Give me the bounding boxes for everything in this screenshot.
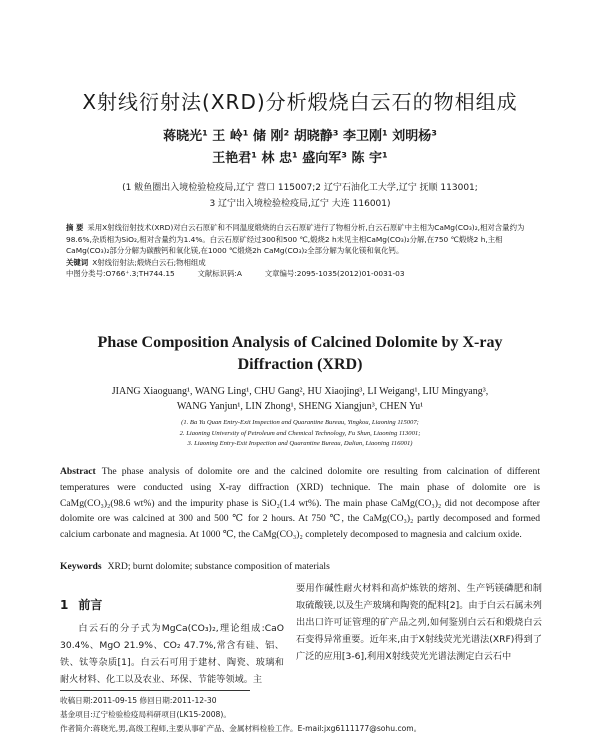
paper-title-cn: X射线衍射法(XRD)分析煅烧白云石的物相组成 [82, 90, 518, 114]
footnote-divider [60, 690, 250, 691]
footnote-fund: 基金项目:辽宁检验检疫局科研项目(LK15-2008)。 [60, 710, 231, 719]
abstract-en [60, 464, 540, 543]
abstract-en-label: Abstract [60, 466, 96, 477]
authors-en-line: WANG Yanjun¹, LIN Zhong¹, SHENG Xiangjun³, CHEN Yu¹ [176, 401, 424, 412]
section-number: 1 [60, 598, 69, 612]
body-paragraph: 要用作碱性耐火材料和高炉炼铁的熔剂、生产钙镁磷肥和制取硫酸镁,以及生产玻璃和陶瓷的配料[2]。由于白云石属未列出出口许可证管理的矿产品之列,如何鉴别白云石和煅烧白云石变得异常重要。近年来,由于X射线荧光光谱法(XRF)得到了广泛的应用[3-6],利用X射线荧光光谱法测定白云石中 [296, 583, 542, 662]
authors-cn-line: 蒋晓光¹ 王 岭¹ 储 刚² 胡晓静³ 李卫刚¹ 刘明杨³ [163, 129, 437, 144]
title-en-line: Diffraction (XRD) [237, 356, 363, 373]
authors-cn-line: 王艳君¹ 林 忠¹ 盛向军³ 陈 宇¹ [212, 151, 388, 166]
affiliation-cn-line: (1 鲅鱼圈出入境检验检疫局,辽宁 营口 115007;2 辽宁石油化工大学,辽宁 抚顺 113001; [122, 183, 478, 193]
body-column-left [60, 596, 284, 688]
keywords-en [60, 560, 540, 574]
footnote-received: 收稿日期:2011-09-15 修回日期:2011-12-30 [60, 696, 217, 705]
affiliation-cn-line: 3 辽宁出入境检验检疫局,辽宁 大连 116001) [209, 199, 391, 209]
footnotes [60, 694, 542, 736]
clc-number: 中图分类号:O766⁺.3;TH744.15 [66, 269, 175, 279]
section-heading [60, 596, 284, 614]
abstract-cn [66, 222, 534, 280]
affiliation-en-line: (1. Ba Yu Quan Entry-Exit Inspection and Quarantine Bureau, Yingkou, Liaoning 115007; [181, 419, 419, 426]
authors-cn [60, 126, 540, 170]
title-en-line: Phase Composition Analysis of Calcined Dolomite by X-ray [97, 334, 503, 351]
paper-title-en [60, 332, 540, 376]
authors-en-line: JIANG Xiaoguang¹, WANG Ling¹, CHU Gang², HU Xiaojing³, LI Weigang¹, LIU Mingyang³, [111, 386, 489, 397]
body-column-right [296, 580, 542, 665]
abstract-cn-text: 采用X射线衍射技术(XRD)对白云石原矿和不同温度煅烧的白云石原矿进行了物相分析,白云石原矿中主相为CaMg(CO₃)₂,相对含量约为98.6%,杂质相为SiO₂,相对含量约为1.4%。白云石原矿经过300和500 ℃,煅烧2 h未见主相CaMg(CO₃)₂分解,在750 ℃煅烧2 h,主相CaMg(CO₃)₂部分分解为碳酸钙和氧化镁,在1000 ℃煅烧2h CaMg(CO₃)₂全部分解为氧化镁和氧化钙。 [66, 223, 525, 256]
abstract-en-text: The phase analysis of dolomite ore and the calcined dolomite ore resulting from calcination of different temperatures were conducted using X-ray diffraction (XRD) technique. The main phase of dolomite ore is CaMg(CO₃)₂(98.6 wt%) and the impurity phase is SiO₂(1.4 wt%). The main phase CaMg(CO₃)₂ did not decompose after dolomite ore was calcined at 300 and 500 ℃ for 2 hours. At 750 ℃, the CaMg(CO₃)₂ partly decomposed and formed calcium carbonate and magnesia. At 1000 ℃, the CaMg(CO₃)₂ completely decomposed to magnesia and calcium oxide. [60, 466, 540, 541]
classification-line [66, 268, 534, 280]
keywords-cn [66, 257, 534, 269]
body-paragraph: 白云石的分子式为MgCa(CO₃)₂,理论组成:CaO 30.4%、MgO 21.9%、CO₂ 47.7%,常含有硅、铝、铁、钛等杂质[1]。白云石可用于建材、陶瓷、玻璃和耐火材料、化工以及农业、环保、节能等领域。主 [60, 623, 284, 685]
affiliation-en-line: 3. Liaoning Entry-Exit Inspection and Quarantine Bureau, Dalian, Liaoning 116001) [187, 440, 413, 447]
keywords-en-label: Keywords [60, 561, 102, 572]
affiliations-cn [60, 180, 540, 212]
affiliation-en-line: 2. Liaoning University of Petroleum and Chemical Technology, Fu Shun, Liaoning 113001; [179, 429, 421, 437]
keywords-cn-text: X射线衍射法;煅烧白云石;物相组成 [92, 257, 206, 267]
authors-en [60, 384, 540, 414]
footnote-author: 作者简介:蒋晓光,男,高级工程师,主要从事矿产品、金属材料检验工作。E-mail:jxg6111177@sohu.com。 [60, 724, 422, 733]
document-code: 文献标识码:A [197, 269, 242, 279]
keywords-cn-label: 关键词 [66, 257, 89, 267]
abstract-cn-label: 摘 要 [66, 223, 84, 232]
keywords-en-text: XRD; burnt dolomite; substance composition of materials [107, 561, 330, 572]
article-number: 文章编号:2095-1035(2012)01-0031-03 [264, 269, 405, 279]
abstract-cn-body [66, 222, 534, 257]
affiliations-en [80, 418, 520, 450]
section-title: 前言 [78, 598, 103, 612]
